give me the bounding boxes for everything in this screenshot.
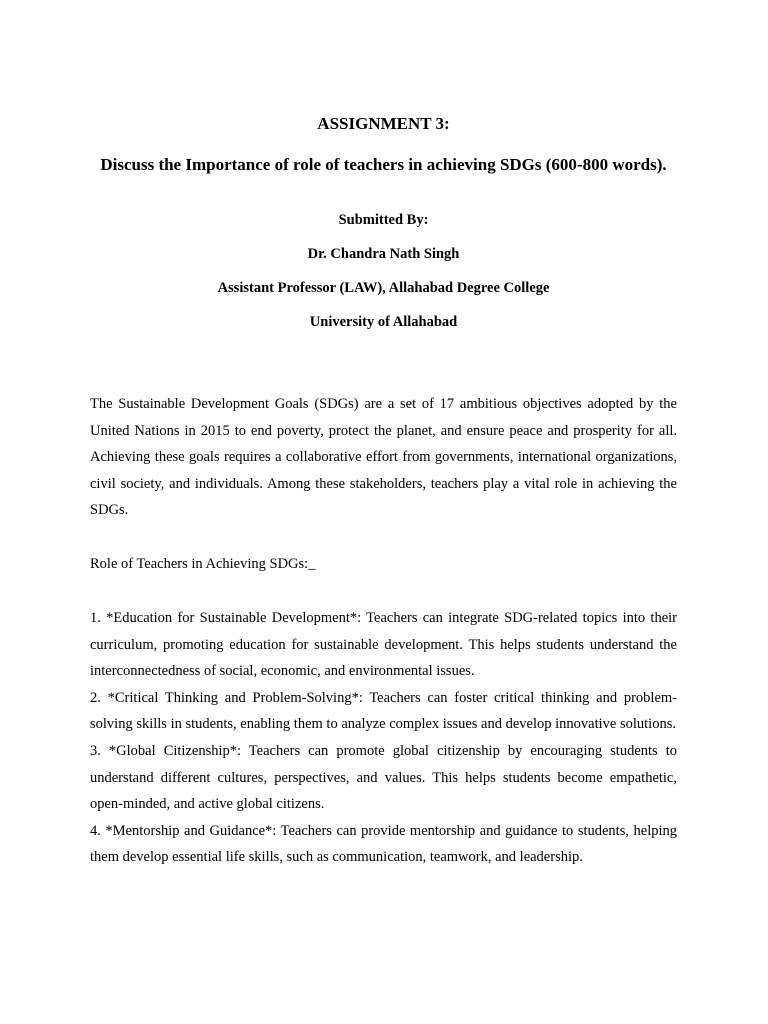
author-position: Assistant Professor (LAW), Allahabad Degree College [217,280,550,296]
points-list [90,605,677,871]
list-item: 3. *Global Citizenship*: Teachers can promote global citizenship by encouraging students to understand different cultures, perspectives, and values. This helps students become empathetic, open-minded, and active global citizens. [90,742,677,813]
assignment-title: ASSIGNMENT 3: [317,114,450,133]
list-item: 1. *Education for Sustainable Development*: Teachers can integrate SDG-related topics into their curriculum, promoting education for sustainable development. This helps students understand the interconnectedness of social, economic, and environmental issues. [90,610,677,680]
section-heading: Role of Teachers in Achieving SDGs:_ [90,556,316,572]
intro-paragraph: The Sustainable Development Goals (SDGs) are a set of 17 ambitious objectives adopted by the United Nations in 2015 to end poverty, protect the planet, and ensure peace and prosperity for all. Achieving these goals requires a collaborative effort from governments, international organizations, civil society, and individuals. Among these stakeholders, teachers play a vital role in achieving the SDGs. [90,396,677,519]
assignment-question: Discuss the Importance of role of teachers in achieving SDGs (600-800 words). [100,155,667,174]
list-item: 4. *Mentorship and Guidance*: Teachers can provide mentorship and guidance to students, helping them develop essential life skills, such as communication, teamwork, and leadership. [90,822,677,866]
university-name: University of Allahabad [309,314,458,330]
list-item: 2. *Critical Thinking and Problem-Solving*: Teachers can foster critical thinking and problem-solving skills in students, enabling them to analyze complex issues and develop innovative solutions. [90,689,677,733]
submitted-by-label: Submitted By: [338,212,429,228]
author-name: Dr. Chandra Nath Singh [307,246,460,262]
